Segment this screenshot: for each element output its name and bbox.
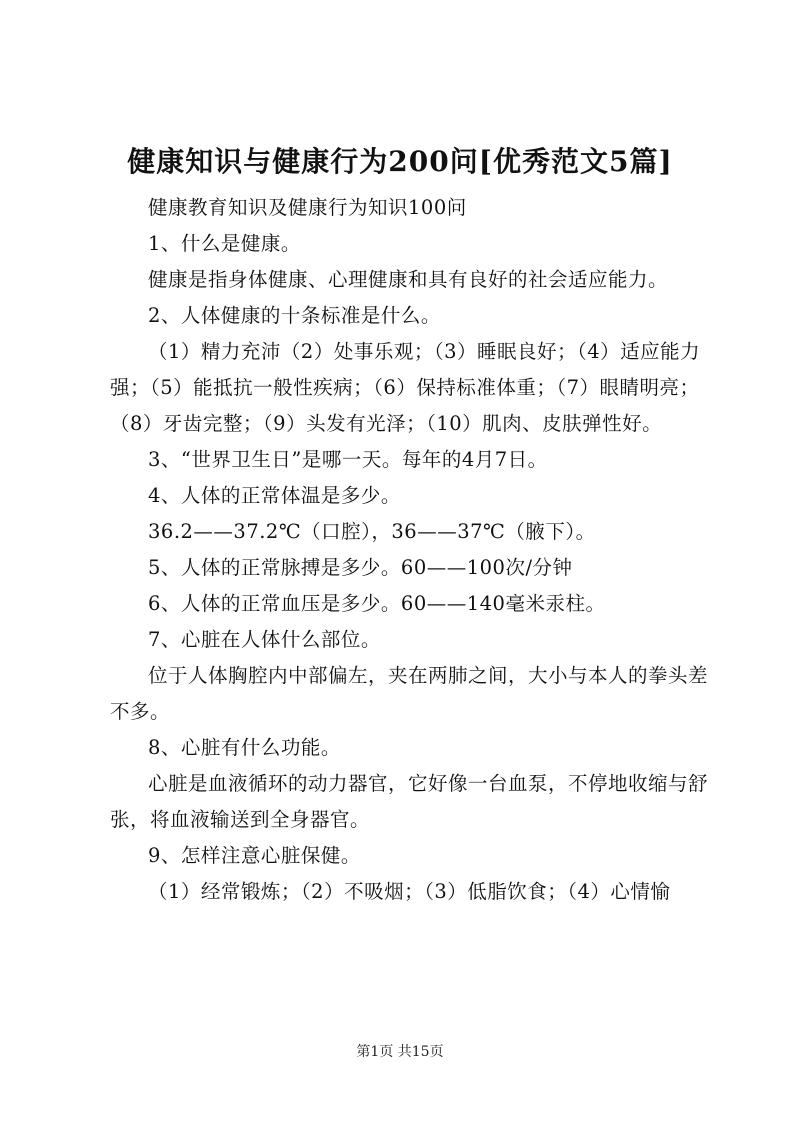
document-title: 健康知识与健康行为200问[优秀范文5篇]: [127, 145, 673, 178]
paragraph-4: 2、人体健康的十条标准是什么。: [148, 304, 441, 327]
paragraph-6: 3、“世界卫生日”是哪一天。每年的4月7日。: [148, 448, 548, 471]
document-body: [110, 190, 714, 910]
paragraph-9: 5、人体的正常脉搏是多少。60——100次/分钟: [148, 556, 573, 579]
paragraph-14: 心脏是血液循环的动力器官，它好像一台血泵，不停地收缩与舒张，将血液输送到全身器官。: [110, 772, 709, 831]
page-footer: 第1页 共15页: [356, 1044, 444, 1060]
paragraph-11: 7、心脏在人体什么部位。: [148, 628, 381, 651]
paragraph-2: 1、什么是健康。: [148, 232, 301, 255]
paragraph-3: 健康是指身体健康、心理健康和具有良好的社会适应能力。: [148, 268, 669, 291]
paragraph-1: 健康教育知识及健康行为知识100问: [148, 196, 467, 219]
paragraph-8: 36.2——37.2℃（口腔），36——37℃（腋下）。: [148, 520, 596, 543]
paragraph-7: 4、人体的正常体温是多少。: [148, 484, 401, 507]
paragraph-15: 9、怎样注意心脏保健。: [148, 844, 361, 867]
paragraph-16: （1）经常锻炼；（2）不吸烟；（3）低脂饮食；（4）心情愉: [148, 880, 671, 903]
paragraph-5: （1）精力充沛（2）处事乐观；（3）睡眠良好；（4）适应能力强；（5）能抵抗一般性疾病；（6）保持标准体重；（7）眼睛明亮；（8）牙齿完整；（9）头发有光泽；（10）肌肉、皮肤弹性好。: [110, 340, 701, 435]
paragraph-12: 位于人体胸腔内中部偏左，夹在两肺之间，大小与本人的拳头差不多。: [110, 664, 709, 723]
paragraph-10: 6、人体的正常血压是多少。60——140毫米汞柱。: [148, 592, 606, 615]
paragraph-13: 8、心脏有什么功能。: [148, 736, 341, 759]
